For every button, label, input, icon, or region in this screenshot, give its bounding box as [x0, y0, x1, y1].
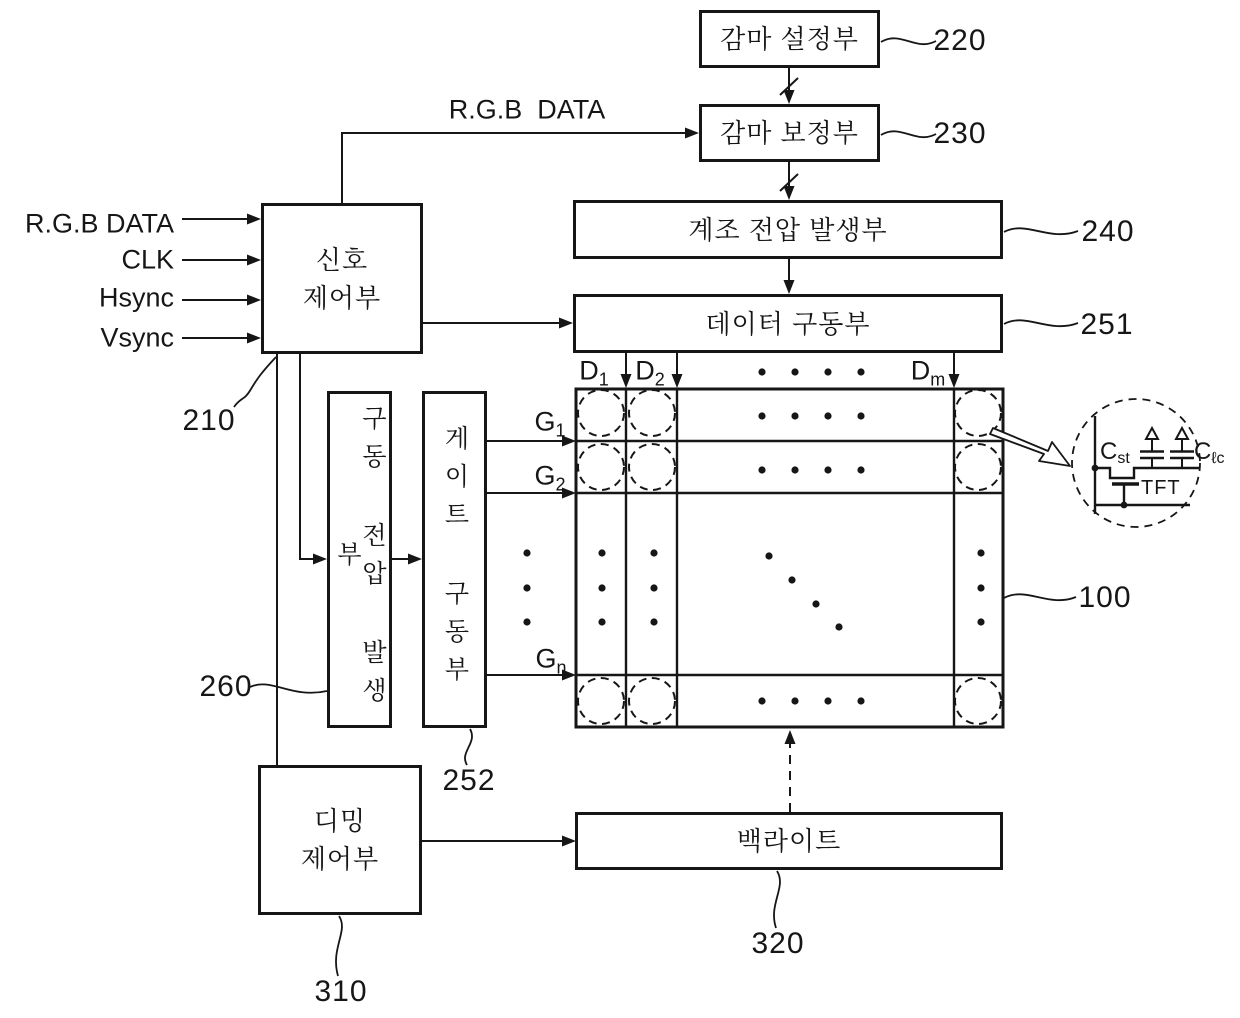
dimming-controller-label: 디밍 제어부: [300, 806, 380, 874]
connector-lines: [182, 68, 954, 841]
rgb-bus-label: R.G.B DATA: [448, 94, 606, 125]
data-driver-label: 데이터 구동부: [705, 308, 871, 339]
data-line-verticals: [626, 389, 954, 727]
clc-capacitor-icon: [1170, 452, 1194, 459]
ref-210: 210: [182, 404, 236, 437]
ref-220: 220: [933, 24, 987, 57]
cst-label: Cst: [1100, 438, 1130, 467]
driving-voltage-generator-block: [327, 391, 392, 728]
ref-251: 251: [1080, 308, 1134, 341]
rgb-bus-line: [342, 133, 686, 203]
input-label-clk: CLK: [121, 244, 174, 275]
gamma-correction-label: 감마 보정부: [720, 118, 859, 148]
input-label-hsync: Hsync: [98, 282, 174, 313]
tft-label: TFT: [1141, 477, 1181, 499]
ref-310: 310: [314, 975, 368, 1008]
ref-230: 230: [933, 117, 987, 150]
clc-label: Cℓc: [1194, 438, 1225, 467]
gray-voltage-generator-label: 계조 전압 발생부: [688, 214, 888, 245]
gate-line-horizontals: [576, 441, 1003, 675]
data-driver-block: [573, 294, 1003, 353]
dimming-controller-block: [258, 765, 422, 915]
gamma-setting-label: 감마 설정부: [720, 24, 859, 54]
pixel-inset-circuit: [1072, 399, 1200, 527]
signal-controller-block: [261, 203, 423, 354]
data-line-label-d2: $D_2$: [635, 355, 665, 390]
backlight-label: 백라이트: [736, 826, 842, 856]
gamma-correction-block: [699, 104, 880, 162]
ref-260: 260: [199, 670, 253, 703]
input-label-rgb-data: R.G.B DATA: [24, 208, 174, 239]
input-label-vsync: Vsync: [100, 322, 174, 353]
cst-capacitor-icon: [1140, 452, 1164, 459]
panel-grid: [576, 389, 1003, 727]
ellipsis-dots: [523, 368, 984, 704]
gate-line-label-g2: $G_2$: [534, 460, 566, 495]
data-line-label-d1: $D_1$: [579, 355, 609, 390]
gate-driver-block: [422, 391, 487, 728]
gate-driver-label: 게이트 구동부: [441, 425, 469, 694]
gate-line-label-gn: $G_n$: [535, 643, 567, 678]
ref-320: 320: [751, 927, 805, 960]
gate-line-label-g1: $G_1$: [534, 406, 566, 441]
gamma-setting-block: [699, 10, 880, 68]
backlight-block: [575, 812, 1003, 870]
ref-240: 240: [1081, 215, 1135, 248]
ref-252: 252: [442, 764, 496, 797]
gray-voltage-generator-block: [573, 200, 1003, 259]
data-line-label-dm: $D_m$: [910, 355, 946, 390]
driving-voltage-generator-label: 구동 전압 발생부: [333, 404, 387, 715]
ref-100: 100: [1078, 581, 1132, 614]
signal-controller-label: 신호 제어부: [302, 244, 382, 313]
